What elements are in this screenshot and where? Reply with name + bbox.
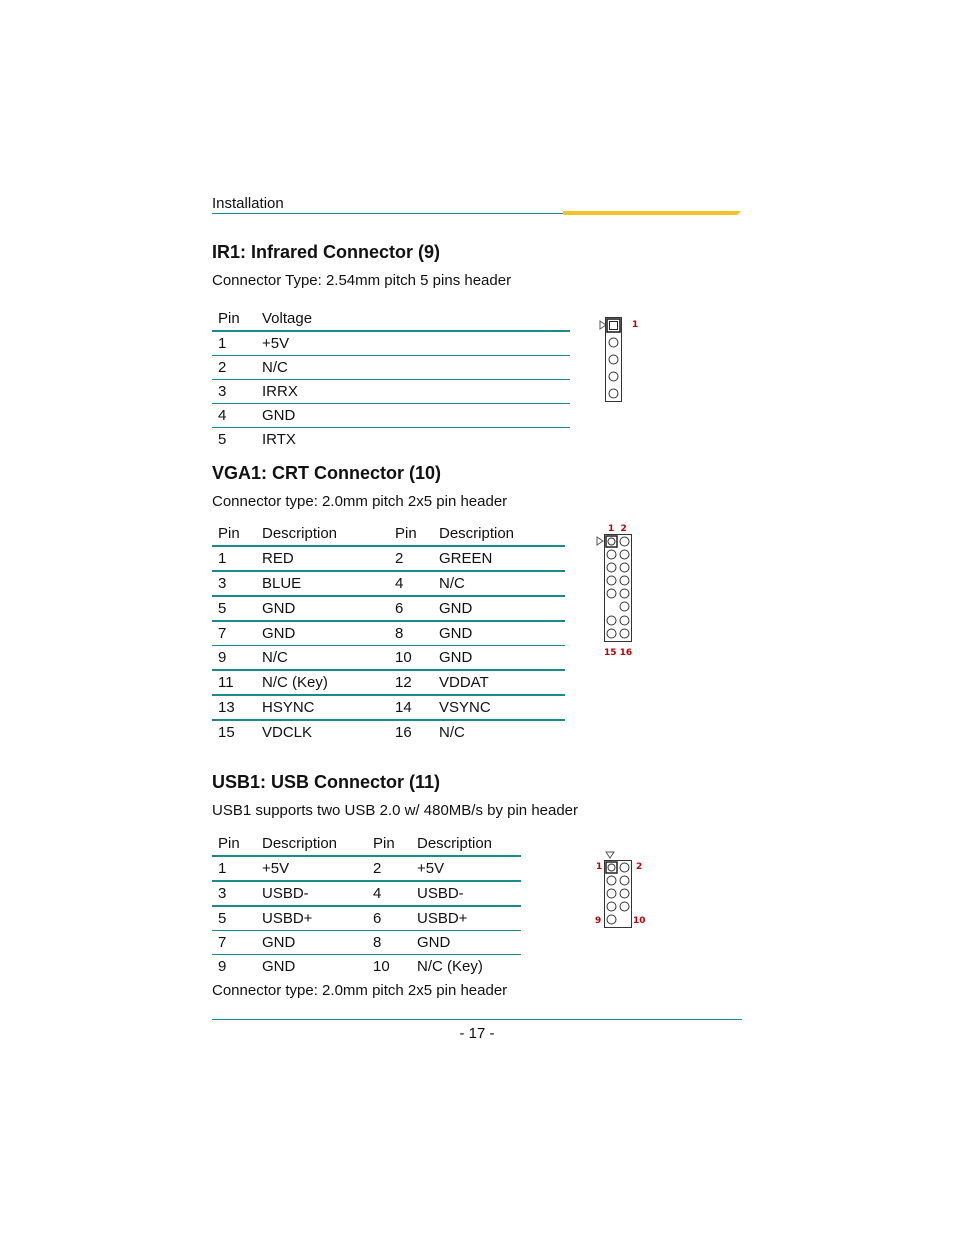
pin-cell: 4: [373, 885, 382, 902]
signal-cell: GREEN: [439, 550, 493, 567]
vga1-connector-diagram: [594, 521, 640, 661]
pin-cell: 12: [395, 674, 412, 691]
vga1-pin-table: [212, 522, 565, 744]
header-accent-bar: [563, 211, 741, 215]
page-number: - 17 -: [459, 1025, 495, 1042]
signal-cell: USBD+: [417, 910, 468, 927]
pin-cell: 10: [373, 958, 390, 975]
pin1-marker-icon: [597, 537, 603, 545]
column-header: Pin: [218, 525, 240, 542]
ir1-connector-type: Connector Type: 2.54mm pitch 5 pins header: [212, 272, 512, 289]
signal-cell: N/C: [262, 649, 288, 666]
usb1-connector-diagram: [590, 848, 648, 932]
signal-cell: IRTX: [262, 431, 296, 448]
column-header: Voltage: [262, 310, 313, 327]
usb1-pin-table: [212, 832, 521, 978]
signal-cell: +5V: [262, 335, 290, 352]
table-row: [212, 621, 565, 646]
top-pin-labels: 1 2: [608, 524, 627, 534]
pin-cell: 2: [373, 860, 382, 877]
pin-cell: 9: [218, 649, 227, 666]
column-header: Pin: [218, 310, 240, 327]
pin-cell: 4: [218, 407, 227, 424]
column-header: Pin: [395, 525, 417, 542]
header-rule: [212, 213, 564, 214]
pin-cell: 6: [373, 910, 382, 927]
vga1-title: VGA1: CRT Connector (10): [212, 463, 442, 483]
signal-cell: N/C: [439, 724, 465, 741]
signal-cell: GND: [417, 934, 451, 951]
pin-cell: 9: [218, 958, 227, 975]
ir1-connector-diagram: [596, 314, 646, 406]
pin-cell: 5: [218, 910, 227, 927]
pin-cell: 11: [218, 674, 234, 691]
pin-cell: 16: [395, 724, 412, 741]
signal-cell: GND: [439, 649, 473, 666]
table-header-row: [212, 832, 521, 856]
pin2-label: 2: [636, 862, 643, 872]
signal-cell: RED: [262, 550, 294, 567]
table-row: [212, 955, 521, 979]
usb1-connector-type: Connector type: 2.0mm pitch 2x5 pin header: [212, 982, 508, 999]
section-header: Installation: [212, 195, 284, 212]
table-row: [212, 356, 570, 380]
column-header: Pin: [218, 835, 240, 852]
signal-cell: GND: [262, 934, 296, 951]
signal-cell: VSYNC: [439, 699, 491, 716]
pin1-marker-icon: [606, 852, 614, 858]
table-row: [212, 670, 565, 695]
table-row: [212, 906, 521, 931]
signal-cell: HSYNC: [262, 699, 315, 716]
column-header: Pin: [373, 835, 395, 852]
signal-cell: N/C (Key): [262, 674, 328, 691]
signal-cell: IRRX: [262, 383, 298, 400]
pin-cell: 15: [218, 724, 235, 741]
pin-cell: 13: [218, 699, 235, 716]
signal-cell: +5V: [262, 860, 290, 877]
pin-cell: 7: [218, 625, 227, 642]
signal-cell: GND: [439, 625, 473, 642]
signal-cell: N/C (Key): [417, 958, 483, 975]
signal-cell: VDDAT: [439, 674, 489, 691]
signal-cell: GND: [262, 600, 296, 617]
table-header-row: [212, 522, 565, 546]
signal-cell: GND: [262, 625, 296, 642]
pin-cell: 7: [218, 934, 227, 951]
table-row: [212, 404, 570, 428]
pin9-label: 9: [595, 916, 602, 926]
table-row: [212, 646, 565, 671]
column-header: Description: [417, 835, 493, 852]
pin-cell: 8: [395, 625, 404, 642]
column-header: Description: [262, 525, 338, 542]
signal-cell: USBD+: [262, 910, 313, 927]
table-header-row: [212, 307, 570, 331]
table-row: [212, 331, 570, 356]
table-row: [212, 546, 565, 571]
pin1-label: 1: [596, 862, 603, 872]
signal-cell: USBD-: [417, 885, 464, 902]
column-header: Description: [439, 525, 515, 542]
pin-cell: 10: [395, 649, 412, 666]
pin-cell: 1: [218, 860, 227, 877]
pin-cell: 1: [218, 335, 227, 352]
table-row: [212, 380, 570, 404]
signal-cell: N/C: [439, 575, 465, 592]
table-row: [212, 596, 565, 621]
footer-rule: [212, 1019, 742, 1020]
usb1-intro: USB1 supports two USB 2.0 w/ 480MB/s by pin header: [212, 802, 579, 819]
pin-cell: 5: [218, 431, 227, 448]
table-row: [212, 720, 565, 744]
table-row: [212, 695, 565, 720]
signal-cell: VDCLK: [262, 724, 313, 741]
ir1-pin-table: [212, 307, 570, 451]
pin-cell: 2: [218, 359, 227, 376]
vga1-connector-type: Connector type: 2.0mm pitch 2x5 pin header: [212, 493, 508, 510]
table-row: [212, 571, 565, 596]
pin-cell: 2: [395, 550, 404, 567]
signal-cell: GND: [262, 407, 296, 424]
signal-cell: GND: [262, 958, 296, 975]
pin10-label: 10: [633, 916, 646, 926]
pin1-label: 1: [632, 320, 639, 330]
signal-cell: USBD-: [262, 885, 309, 902]
pin-cell: 3: [218, 383, 227, 400]
pin-cell: 3: [218, 575, 227, 592]
signal-cell: GND: [439, 600, 473, 617]
table-row: [212, 931, 521, 955]
usb1-title: USB1: USB Connector (11): [212, 772, 441, 792]
table-row: [212, 881, 521, 906]
signal-cell: BLUE: [262, 575, 302, 592]
pin-cell: 8: [373, 934, 382, 951]
table-row: [212, 428, 570, 452]
pin-cell: 1: [218, 550, 227, 567]
bottom-pin-labels: 15 16: [604, 648, 633, 658]
signal-cell: +5V: [417, 860, 445, 877]
pin-cell: 3: [218, 885, 227, 902]
pin-cell: 4: [395, 575, 404, 592]
column-header: Description: [262, 835, 338, 852]
pin-cell: 14: [395, 699, 412, 716]
pin-cell: 5: [218, 600, 227, 617]
table-row: [212, 856, 521, 881]
ir1-title: IR1: Infrared Connector (9): [212, 242, 441, 262]
signal-cell: N/C: [262, 359, 288, 376]
pin-cell: 6: [395, 600, 404, 617]
